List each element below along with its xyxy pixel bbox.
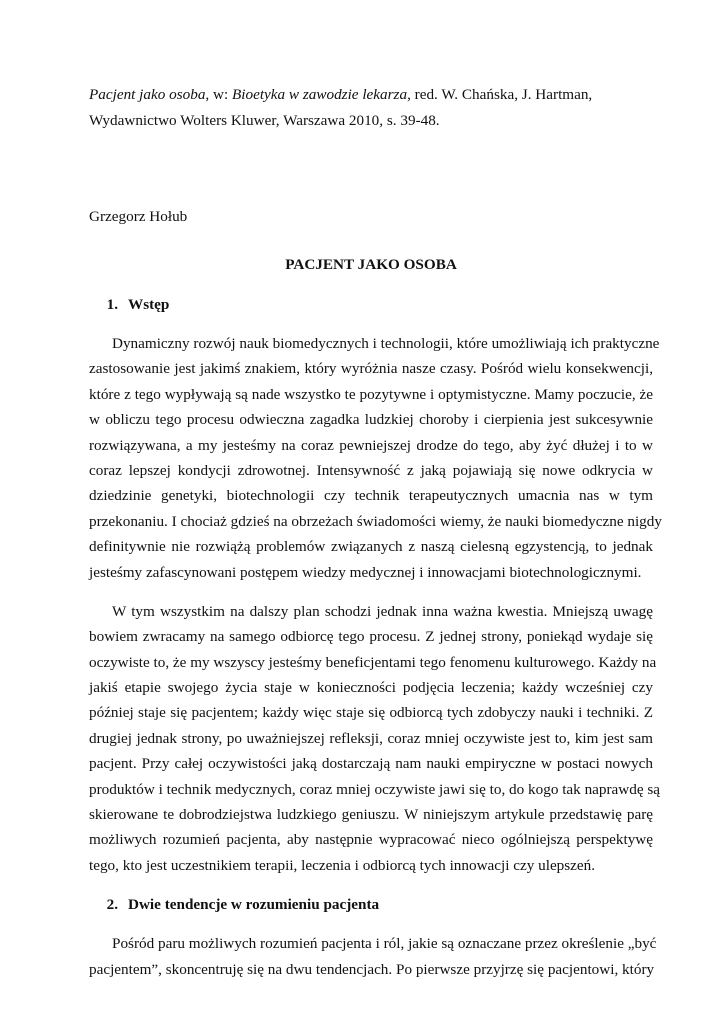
paragraph-line: oczywiste to, że my wszyscy jesteśmy beneficjentami tego fenomenu kulturowego. Każdy na — [89, 653, 657, 671]
paragraph-line: jakiś etapie swojego życia staje w konieczności podjęcia leczenia; każdy wcześniej czy — [89, 679, 653, 697]
paragraph-2 — [89, 599, 661, 878]
paragraph-line: w obliczu tego procesu odwieczna zagadka ludzkiej choroby i cierpienia jest sukcesywnie — [89, 411, 653, 429]
paragraph-line: zastosowanie jest jakimś znakiem, który wyróżnia nasze czasy. Pośród wielu konsekwencji, — [89, 360, 653, 378]
citation-book-title: Bioetyka w zawodzie lekarza — [232, 86, 408, 103]
author-name: Grzegorz Hołub — [89, 208, 188, 225]
paragraph-line: które z tego wypływają są nade wszystko te pozytywne i optymistyczne. Mamy poczucie, że — [89, 385, 653, 403]
citation-line-2: Wydawnictwo Wolters Kluwer, Warszawa 2010, s. 39-48. — [89, 112, 440, 129]
citation-line-1 — [89, 82, 653, 108]
paragraph-line: Pośród paru możliwych rozumień pacjenta i ról, jakie są oznaczane przez określenie „być — [112, 935, 657, 953]
paragraph-line: dziedzinie genetyki, biotechnologii czy technik terapeutycznych umacnia nas w tym — [89, 487, 653, 505]
paragraph-line: bowiem zwracamy na samego odbiorcę tego procesu. Z jednej strony, poniekąd wydaje się — [89, 628, 653, 646]
document-page — [89, 82, 662, 982]
citation-separator: , w: — [205, 86, 232, 103]
paragraph-line: pacjent. Przy całej oczywistości jaką dostarczają nam nauki empiryczne w postaci nowych — [89, 755, 653, 773]
paragraph-line: przekonaniu. I chociaż gdzieś na obrzeżach świadomości wiemy, że nauki biomedyczne nigdy — [89, 512, 662, 530]
section-number: 1. — [106, 296, 118, 313]
paragraph-line: rozwiązywana, a my jesteśmy na coraz pewniejszej drodze do tego, aby żyć dłużej i to w — [89, 436, 653, 454]
paragraph-line: definitywnie nie rozwiążą problemów związanych z naszą cielesną egzystencją, to jednak — [89, 538, 653, 556]
paragraph-line: drugiej jednak strony, po uważniejszej refleksji, coraz mniej oczywiste jest to, kim jest sam — [89, 729, 653, 747]
section-heading-2 — [89, 892, 653, 918]
citation-editors: , red. W. Chańska, J. Hartman, — [407, 86, 593, 103]
citation-title: Pacjent jako osoba — [89, 86, 206, 103]
paragraph-line: W tym wszystkim na dalszy plan schodzi jednak inna ważna kwestia. Mniejszą uwagę — [112, 602, 653, 620]
paragraph-line: możliwych rozumień pacjenta, aby następnie wypracować nieco ogólniejszą perspektywę — [89, 831, 653, 849]
section-heading-1 — [89, 292, 653, 318]
paragraph-line: później staje się pacjentem; każdy więc staje się odbiorcą tych zdobyczy nauki i techniki. Z — [89, 704, 653, 722]
paragraph-1 — [89, 331, 662, 585]
paragraph-line: coraz lepszej kondycji zdrowotnej. Intensywność z jaką pojawiają się nowe odkrycia w — [89, 461, 653, 479]
paragraph-3 — [89, 931, 657, 982]
section-title: Wstęp — [128, 296, 170, 313]
paragraph-line: skierowane te dobrodziejstwa ludzkiego geniuszu. W niniejszym artykule przedstawię parę — [89, 806, 653, 824]
paragraph-line: pacjentem”, skoncentruję się na dwu tendencjach. Po pierwsze przyjrzę się pacjentowi, który — [89, 960, 655, 978]
article-title: PACJENT JAKO OSOBA — [285, 256, 457, 273]
paragraph-line: Dynamiczny rozwój nauk biomedycznych i technologii, które umożliwiają ich praktyczne — [112, 335, 660, 352]
paragraph-line: jesteśmy zafascynowani postępem wiedzy medycznej i innowacjami biotechnologicznymi. — [89, 563, 642, 581]
paragraph-line: tego, kto jest uczestnikiem terapii, leczenia i odbiorcą tych innowacji czy ulepszeń. — [89, 856, 596, 874]
citation — [89, 82, 653, 134]
section-title: Dwie tendencje w rozumieniu pacjenta — [128, 896, 380, 914]
paragraph-line: produktów i technik medycznych, coraz mniej oczywiste jawi się to, do kogo tak naprawdę są — [89, 780, 661, 798]
section-number: 2. — [106, 896, 118, 914]
